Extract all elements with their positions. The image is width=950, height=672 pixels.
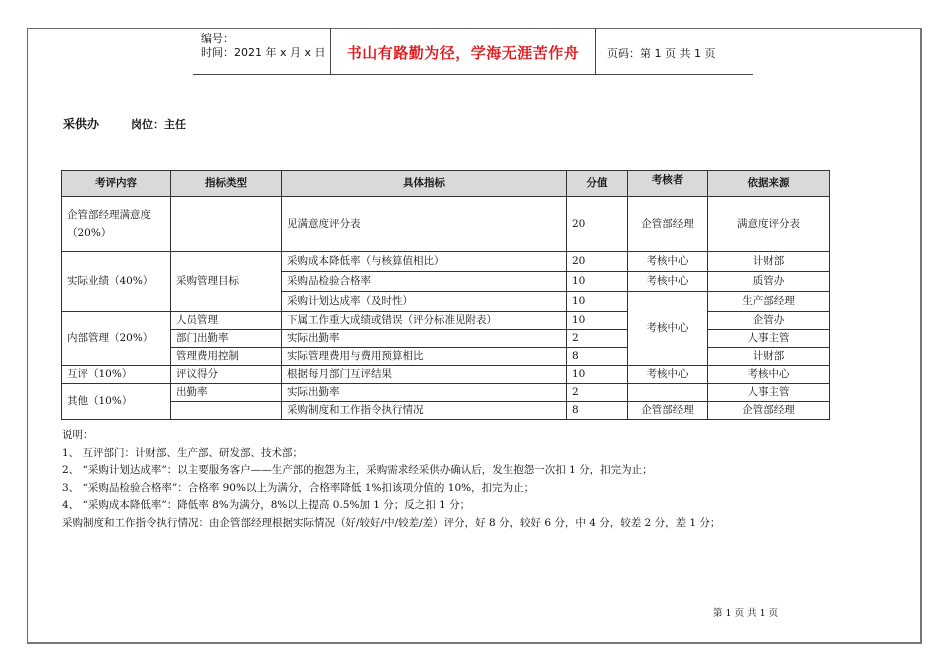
notes-line: 采购制度和工作指令执行情况：由企管部经理根据实际情况（好/较好/中/较差/差）评分，好 8 分，较好 6 分，中 4 分，较差 2 分，差 1 分； xyxy=(62,516,721,529)
time-label: 时间：2021 年 x 月 x 日 xyxy=(201,46,326,59)
assessor-cell: 企管部经理 xyxy=(628,402,708,420)
score-cell: 10 xyxy=(567,272,628,292)
source-cell: 质管办 xyxy=(708,272,830,292)
indicator-cell: 采购成本降低率（与核算值相比） xyxy=(282,252,567,272)
table-row xyxy=(62,348,830,366)
source-cell: 计财部 xyxy=(708,348,830,366)
header-cell: 指标类型 xyxy=(171,171,282,197)
score-cell: 2 xyxy=(567,330,628,348)
assessor-cell: 考核中心 xyxy=(628,252,708,272)
type-cell xyxy=(171,197,282,252)
score-cell: 2 xyxy=(567,384,628,402)
score-cell: 10 xyxy=(567,292,628,312)
assessor-cell xyxy=(628,384,708,402)
page-info: 页码：第 1 页 共 1 页 xyxy=(607,47,716,60)
header-motto-cell xyxy=(331,28,596,74)
content-cell: 企管部经理满意度（20%） xyxy=(62,197,171,252)
header-motto: 书山有路勤为径，学海无涯苦作舟 xyxy=(346,44,580,62)
source-cell: 企管部经理 xyxy=(708,402,830,420)
notes-line: 2、 “采购计划达成率”：以主要服务客户——生产部的抱怨为主，采购需求经采供办确认后，发生抱怨一次扣 1 分，扣完为止； xyxy=(62,464,653,476)
header-cell: 考评内容 xyxy=(62,171,171,197)
source-cell: 人事主管 xyxy=(708,330,830,348)
table-row xyxy=(62,197,830,252)
notes-line: 说明： xyxy=(62,429,94,441)
table-row xyxy=(62,252,830,272)
indicator-cell: 下属工作重大成绩或错误（评分标准见附表） xyxy=(282,312,567,330)
table-row xyxy=(62,384,830,402)
content-cell: 互评（10%） xyxy=(62,366,171,384)
notes-line: 3、 “采购品检验合格率”：合格率 90%以上为满分，合格率降低 1%扣该项分值的 10%，扣完为止； xyxy=(62,481,535,494)
source-cell: 人事主管 xyxy=(708,384,830,402)
page-header xyxy=(193,28,753,75)
header-cell: 依据来源 xyxy=(708,171,830,197)
notes-line: 4、 “采购成本降低率”：降低率 8%为满分，8%以上提高 0.5%加 1 分；反之扣 1 分； xyxy=(62,499,471,511)
content-cell: 其他（10%） xyxy=(62,384,171,420)
type-cell: 人员管理 xyxy=(171,312,282,330)
type-cell: 部门出勤率 xyxy=(171,330,282,348)
header-cell: 考核者 xyxy=(628,171,708,197)
score-cell: 10 xyxy=(567,312,628,330)
type-cell: 评议得分 xyxy=(171,366,282,384)
header-meta xyxy=(193,28,331,74)
header-cell: 具体指标 xyxy=(282,171,567,197)
indicator-cell: 见满意度评分表 xyxy=(282,197,567,252)
score-cell: 8 xyxy=(567,348,628,366)
number-label: 编号： xyxy=(201,32,234,45)
indicator-cell: 实际出勤率 xyxy=(282,330,567,348)
content-cell: 实际业绩（40%） xyxy=(62,252,171,312)
assessor-cell: 考核中心 xyxy=(628,366,708,384)
score-cell: 10 xyxy=(567,366,628,384)
table-header-row xyxy=(62,171,830,197)
indicator-cell: 实际出勤率 xyxy=(282,384,567,402)
assessor-cell: 考核中心 xyxy=(628,292,708,366)
table-row xyxy=(62,366,830,384)
content-cell: 内部管理（20%） xyxy=(62,312,171,366)
table-row xyxy=(62,330,830,348)
header-cell: 分值 xyxy=(567,171,628,197)
notes-line: 1、 互评部门：计财部、生产部、研发部、技术部； xyxy=(62,446,304,459)
post-title: 岗位：主任 xyxy=(131,118,186,131)
type-cell: 采购管理目标 xyxy=(171,252,282,312)
score-cell: 20 xyxy=(567,252,628,272)
source-cell: 生产部经理 xyxy=(708,292,830,312)
assessor-cell: 企管部经理 xyxy=(628,197,708,252)
type-cell: 出勤率 xyxy=(171,384,282,402)
score-cell: 8 xyxy=(567,402,628,420)
indicator-cell: 采购品检验合格率 xyxy=(282,272,567,292)
notes-section xyxy=(62,427,720,532)
indicator-cell: 实际管理费用与费用预算相比 xyxy=(282,348,567,366)
source-cell: 企管办 xyxy=(708,312,830,330)
indicator-cell: 根据每月部门互评结果 xyxy=(282,366,567,384)
indicator-cell: 采购制度和工作指令执行情况 xyxy=(282,402,567,420)
score-cell: 20 xyxy=(567,197,628,252)
source-cell: 考核中心 xyxy=(708,366,830,384)
source-cell: 计财部 xyxy=(708,252,830,272)
table-row xyxy=(62,402,830,420)
type-cell xyxy=(171,402,282,420)
source-cell: 满意度评分表 xyxy=(708,197,830,252)
assessor-cell: 考核中心 xyxy=(628,272,708,292)
page-footer: 第 1 页 共 1 页 xyxy=(713,608,779,619)
department-title: 采供办 xyxy=(63,117,100,131)
table-row xyxy=(62,312,830,330)
assessment-table xyxy=(61,170,830,420)
indicator-cell: 采购计划达成率（及时性） xyxy=(282,292,567,312)
type-cell: 管理费用控制 xyxy=(171,348,282,366)
